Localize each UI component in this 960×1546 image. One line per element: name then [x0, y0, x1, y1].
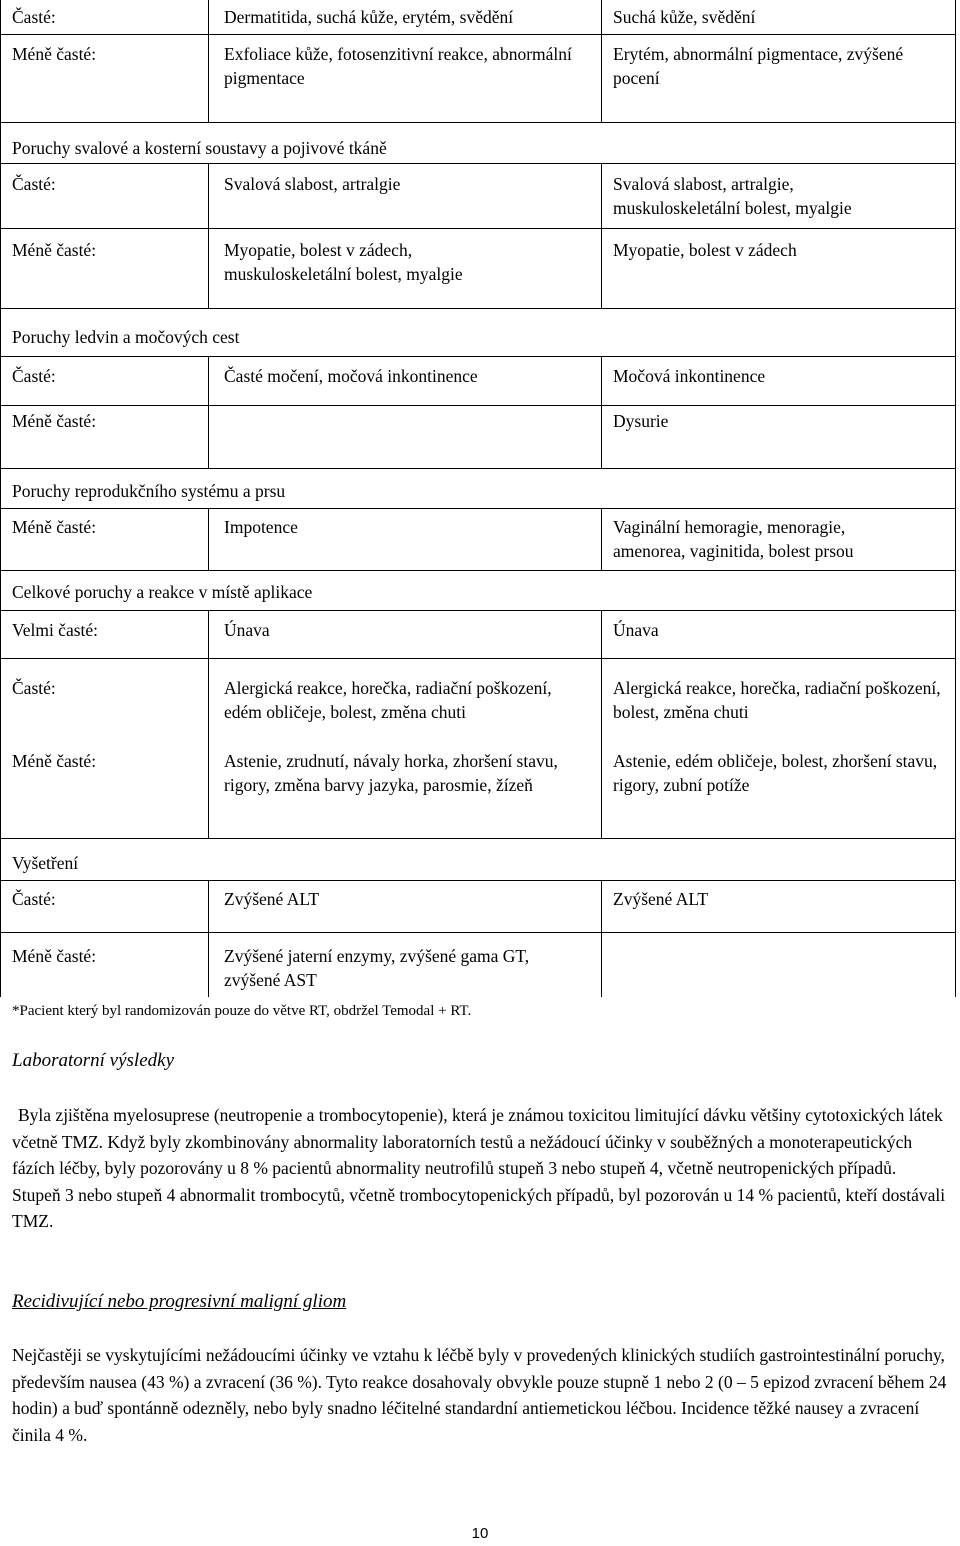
table-cell: Alergická reakce, horečka, radiační poškození, edém obličeje, bolest, změna chuti — [224, 678, 552, 722]
table-cell: Myopatie, bolest v zádech — [613, 240, 797, 260]
table-cell: Únava — [613, 620, 659, 640]
table-cell: Svalová slabost, artralgie, muskuloskeletální bolest, myalgie — [613, 174, 852, 218]
row-label: Méně časté: — [12, 517, 97, 537]
table-cell: Zvýšené ALT — [224, 889, 320, 909]
table-cell: Zvýšené ALT — [613, 889, 709, 909]
row-label: Velmi časté: — [12, 620, 99, 640]
row-label: Méně časté: — [12, 240, 97, 260]
page-number: 10 — [471, 1525, 489, 1542]
lab-results-paragraph: Byla zjištěna myelosuprese (neutropenie a trombocytopenie), která je známou toxicitou limitující dávku většiny cytotoxických látek včetně TMZ. Když byly zkombinovány abnormality laboratorních testů a nežádoucí účinky v souběžných a monoterapeutických fázích léčby, byly pozorovány u 8 % pacientů abnormality neutrofilů stupeň 3 nebo stupeň 4, včetně neutropenických případů. Stupeň 3 nebo stupeň 4 abnormalit trombocytů, včetně trombocytopenických případů, byl pozorován u 14 % pacientů, kteří dostávali TMZ. — [12, 1105, 946, 1231]
table-cell: Erytém, abnormální pigmentace, zvýšené pocení — [613, 44, 904, 88]
row-label: Méně časté: — [12, 751, 97, 771]
table-cell: Únava — [224, 620, 270, 640]
lab-results-heading: Laboratorní výsledky — [12, 1050, 175, 1071]
row-label: Časté: — [12, 7, 56, 27]
row-label: Méně časté: — [12, 44, 97, 64]
table-cell: Astenie, edém obličeje, bolest, zhoršení stavu, rigory, zubní potíže — [613, 751, 938, 795]
row-label: Časté: — [12, 174, 56, 194]
glioma-heading: Recidivující nebo progresivní maligní gliom — [12, 1291, 347, 1312]
table-cell: Svalová slabost, artralgie — [224, 174, 401, 194]
table-cell: Suchá kůže, svědění — [613, 7, 756, 27]
section-heading: Poruchy ledvin a močových cest — [12, 327, 240, 347]
table-cell: Exfoliace kůže, fotosenzitivní reakce, abnormální pigmentace — [224, 44, 572, 88]
table-footnote: *Pacient který byl randomizován pouze do větve RT, obdržel Temodal + RT. — [12, 1003, 472, 1019]
table-cell: Vaginální hemoragie, menoragie, amenorea, vaginitida, bolest prsou — [613, 517, 854, 561]
section-heading: Celkové poruchy a reakce v místě aplikace — [12, 582, 313, 602]
table-cell: Impotence — [224, 517, 298, 537]
row-label: Časté: — [12, 889, 56, 909]
section-heading: Poruchy reprodukčního systému a prsu — [12, 481, 286, 501]
section-heading: Vyšetření — [12, 853, 79, 873]
row-label: Méně časté: — [12, 411, 97, 431]
table-cell: Myopatie, bolest v zádech, muskuloskeletální bolest, myalgie — [224, 240, 463, 284]
row-label: Časté: — [12, 366, 56, 386]
table-cell: Dysurie — [613, 411, 669, 431]
table-cell: Astenie, zrudnutí, návaly horka, zhoršení stavu, rigory, změna barvy jazyka, parosmie, žízeň — [224, 751, 558, 795]
table-cell: Časté močení, močová inkontinence — [224, 366, 478, 386]
table-cell: Dermatitida, suchá kůže, erytém, svědění — [224, 7, 514, 27]
table-cell: Alergická reakce, horečka, radiační poškození, bolest, změna chuti — [613, 678, 941, 722]
row-label: Méně časté: — [12, 946, 97, 966]
section-heading: Poruchy svalové a kosterní soustavy a pojivové tkáně — [12, 138, 387, 158]
table-cell: Močová inkontinence — [613, 366, 766, 386]
glioma-paragraph: Nejčastěji se vyskytujícími nežádoucími účinky ve vztahu k léčbě byly v provedených klinických studiích gastrointestinální poruchy, především nausea (43 %) a zvracení (36 %). Tyto reakce dosahovaly obvykle pouze stupně 1 nebo 2 (0 – 5 epizod zvracení během 24 hodin) a buď spontánně odezněly, nebo byly snadno léčitelné standardní antiemetickou léčbou. Incidence těžké nausey a zvracení činila 4 %. — [12, 1345, 947, 1445]
row-label: Časté: — [12, 678, 56, 698]
table-cell: Zvýšené jaterní enzymy, zvýšené gama GT, zvýšené AST — [224, 946, 530, 990]
